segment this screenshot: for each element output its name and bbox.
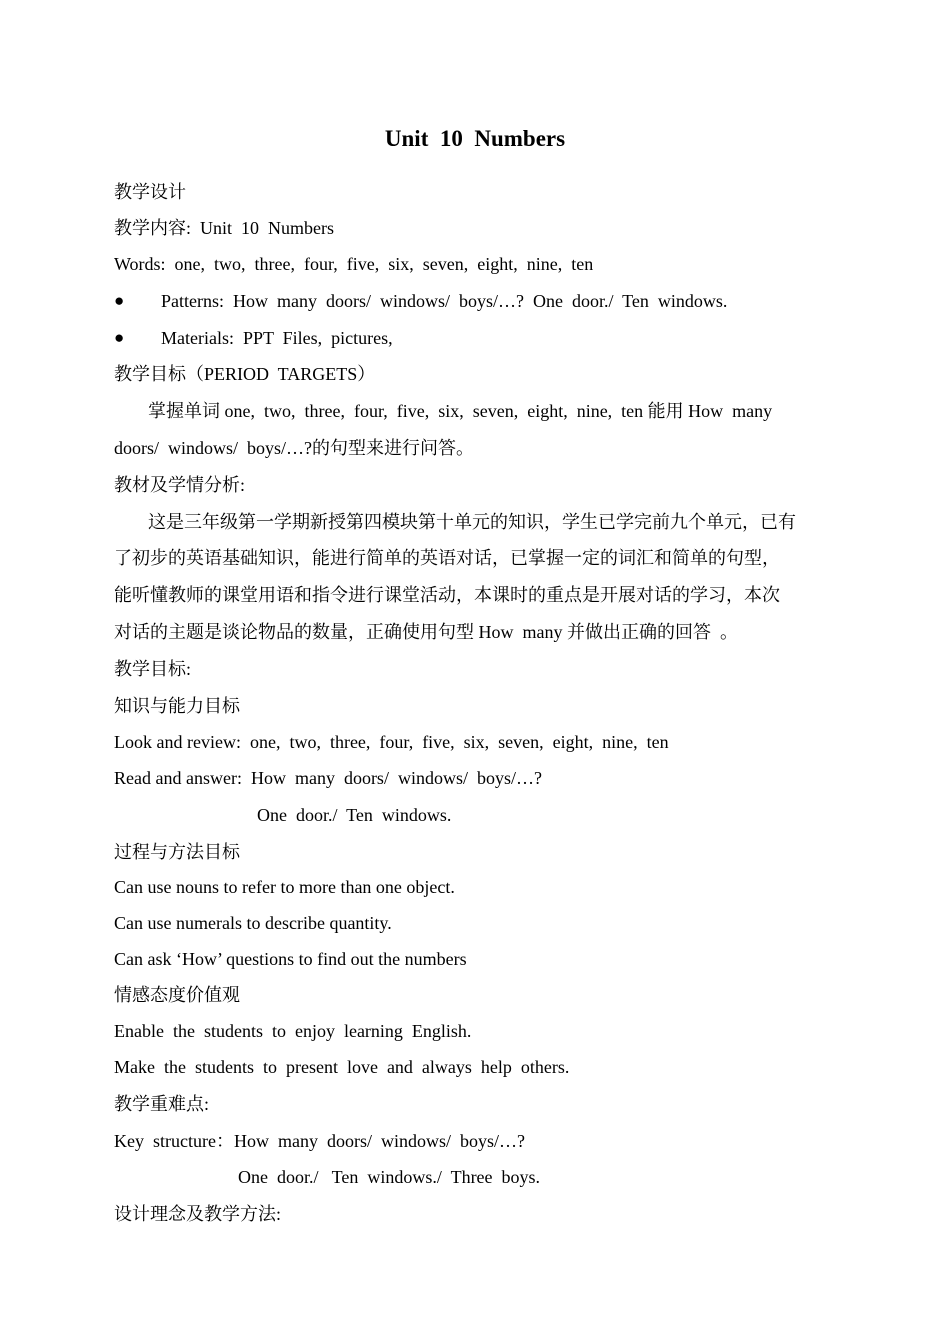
text-line: Words: one, two, three, four, five, six, seven, eight, nine, ten [114, 254, 594, 274]
bullet-item: Materials: PPT Files, pictures, [161, 328, 393, 348]
text-line: Enable the students to enjoy learning English. [114, 1021, 472, 1041]
text-line: 这是三年级第一学期新授第四模块第十单元的知识，学生已学完前九个单元，已有 [148, 512, 796, 532]
text-line: Key structure：How many doors/ windows/ boys/…? [114, 1131, 525, 1151]
text-line: Read and answer: How many doors/ windows/ boys/…? [114, 768, 542, 788]
text-line: 掌握单词 one, two, three, four, five, six, seven, eight, nine, ten 能用 How many [148, 401, 773, 421]
text-line: Can ask ‘How’ questions to find out the numbers [114, 949, 467, 969]
text-line: 对话的主题是谈论物品的数量，正确使用句型 How many 并做出正确的回答 。 [114, 622, 738, 642]
section-heading: 教学目标（PERIOD TARGETS） [114, 364, 376, 384]
sub-heading: 情感态度价值观 [114, 985, 240, 1005]
sub-heading: 过程与方法目标 [114, 842, 240, 862]
text-line: Can use numerals to describe quantity. [114, 913, 392, 933]
document-title: Unit 10 Numbers [384, 126, 566, 151]
text-line: Look and review: one, two, three, four, five, six, seven, eight, nine, ten [114, 732, 669, 752]
text-line: Make the students to present love and always help others. [114, 1057, 570, 1077]
text-line: Can use nouns to refer to more than one object. [114, 877, 455, 897]
section-heading: 教学目标: [114, 659, 192, 679]
bullet-item: Patterns: How many doors/ windows/ boys/…? One door./ Ten windows. [161, 291, 728, 311]
text-line: 教学内容: Unit 10 Numbers [114, 218, 334, 238]
bullet-icon: ● [114, 328, 125, 347]
section-heading: 教学设计 [114, 182, 186, 202]
text-line: One door./ Ten windows./ Three boys. [238, 1167, 541, 1187]
sub-heading: 知识与能力目标 [114, 696, 240, 716]
section-heading: 设计理念及教学方法: [114, 1204, 282, 1224]
text-line: 能听懂教师的课堂用语和指令进行课堂活动，本课时的重点是开展对话的学习，本次 [114, 585, 780, 605]
text-line: 了初步的英语基础知识，能进行简单的英语对话，已掌握一定的词汇和简单的句型， [114, 548, 780, 568]
section-heading: 教材及学情分析: [114, 475, 246, 495]
text-line: doors/ windows/ boys/…?的句型来进行问答。 [114, 438, 474, 458]
bullet-icon: ● [114, 291, 125, 310]
text-line: One door./ Ten windows. [257, 805, 452, 825]
section-heading: 教学重难点: [114, 1094, 210, 1114]
